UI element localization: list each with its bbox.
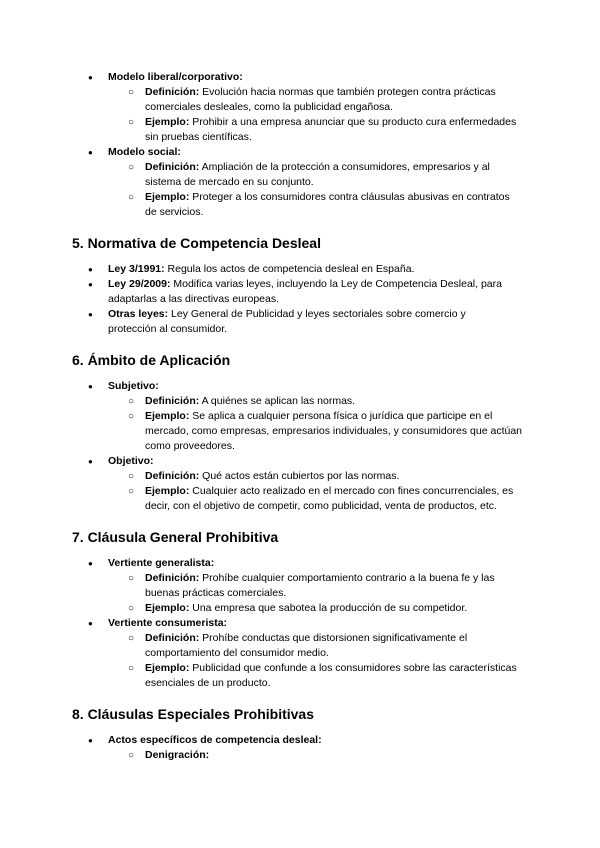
sub-item-definicion: ○ Definición: Evolución hacia normas que también protegen contra prácticas comerciales desleales, como la publicidad engañosa. <box>128 86 496 113</box>
list-item-modelo-liberal <box>0 70 600 85</box>
bullet-icon: ● <box>88 310 93 319</box>
bullet-icon: ● <box>88 265 93 274</box>
hollow-bullet-icon: ○ <box>128 117 135 128</box>
section-heading-5: 5. Normativa de Competencia Desleal <box>72 235 321 251</box>
list-item-vertiente-consumerista: ● Vertiente consumerista: <box>88 617 228 629</box>
bullet-icon: ● <box>88 148 93 157</box>
section-heading-7: 7. Cláusula General Prohibitiva <box>72 529 279 545</box>
list-item-title: Modelo social: <box>108 146 181 158</box>
bullet-icon: ● <box>88 559 93 568</box>
hollow-bullet-icon: ○ <box>128 750 135 761</box>
hollow-bullet-icon: ○ <box>128 396 135 407</box>
list-item-otras-leyes: ● Otras leyes: Ley General de Publicidad y leyes sectoriales sobre comercio y protección al consumidor. <box>88 308 466 335</box>
list-item-modelo-social <box>0 145 600 160</box>
list-item-actos-especificos: ● Actos específicos de competencia desleal: <box>88 734 322 746</box>
hollow-bullet-icon: ○ <box>128 486 135 497</box>
section-heading-6: 6. Ámbito de Aplicación <box>72 352 231 368</box>
hollow-bullet-icon: ○ <box>128 471 135 482</box>
sub-item-ejemplo: ○ Ejemplo: Prohibir a una empresa anunciar que su producto cura enfermedades sin pruebas científicas. <box>128 116 517 143</box>
hollow-bullet-icon: ○ <box>128 603 135 614</box>
hollow-bullet-icon: ○ <box>128 87 135 98</box>
bullet-icon: ● <box>88 382 93 391</box>
bullet-icon: ● <box>88 73 93 82</box>
section-heading-8: 8. Cláusulas Especiales Prohibitivas <box>72 706 314 722</box>
sub-item-ejemplo: ○ Ejemplo: Publicidad que confunde a los consumidores sobre las características esenciales de un producto. <box>128 662 517 689</box>
hollow-bullet-icon: ○ <box>128 663 135 674</box>
list-item-title: Modelo liberal/corporativo: <box>108 71 243 83</box>
hollow-bullet-icon: ○ <box>128 633 135 644</box>
list-item-vertiente-generalista: ● Vertiente generalista: <box>88 557 215 569</box>
list-item-subjetivo: ● Subjetivo: <box>88 380 159 392</box>
list-item-ley-3-1991: ● Ley 3/1991: Regula los actos de competencia desleal en España. <box>88 263 415 275</box>
sub-item-ejemplo: ○ Ejemplo: Una empresa que sabotea la producción de su competidor. <box>128 602 468 614</box>
hollow-bullet-icon: ○ <box>128 411 135 422</box>
list-item-ley-29-2009: ● Ley 29/2009: Modifica varias leyes, incluyendo la Ley de Competencia Desleal, para adaptarlas a las directivas europeas. <box>88 278 502 305</box>
document-content <box>0 70 600 763</box>
bullet-icon: ● <box>88 736 93 745</box>
hollow-bullet-icon: ○ <box>128 573 135 584</box>
list-item-objetivo: ● Objetivo: <box>88 455 154 467</box>
sub-item-definicion: ○ Definición: Ampliación de la protección a consumidores, empresarios y al sistema de mercado en su conjunto. <box>128 161 490 188</box>
hollow-bullet-icon: ○ <box>128 192 135 203</box>
hollow-bullet-icon: ○ <box>128 162 135 173</box>
sub-item-ejemplo: ○ Ejemplo: Se aplica a cualquier persona física o jurídica que participe en el mercado, como empresas, empresarios individuales, y consumidores que actúan como proveedores. <box>128 410 523 452</box>
bullet-icon: ● <box>88 280 93 289</box>
sub-item-ejemplo: ○ Ejemplo: Proteger a los consumidores contra cláusulas abusivas en contratos de servicios. <box>128 191 510 218</box>
bullet-icon: ● <box>88 457 93 466</box>
sub-item-definicion: ○ Definición: Prohíbe cualquier comportamiento contrario a la buena fe y las buenas prácticas comerciales. <box>128 572 495 599</box>
bullet-icon: ● <box>88 619 93 628</box>
sub-item-definicion: ○ Definición: A quiénes se aplican las normas. <box>128 395 356 407</box>
sub-item-definicion: ○ Definición: Prohíbe conductas que distorsionen significativamente el comportamiento del consumidor medio. <box>128 632 468 659</box>
sub-item-definicion: ○ Definición: Qué actos están cubiertos por las normas. <box>128 470 400 482</box>
sub-item-ejemplo: ○ Ejemplo: Cualquier acto realizado en el mercado con fines concurrenciales, es decir, con el objetivo de competir, como publicidad, venta de productos, etc. <box>128 485 514 512</box>
sub-item-denigracion: ○ Denigración: <box>128 749 210 761</box>
